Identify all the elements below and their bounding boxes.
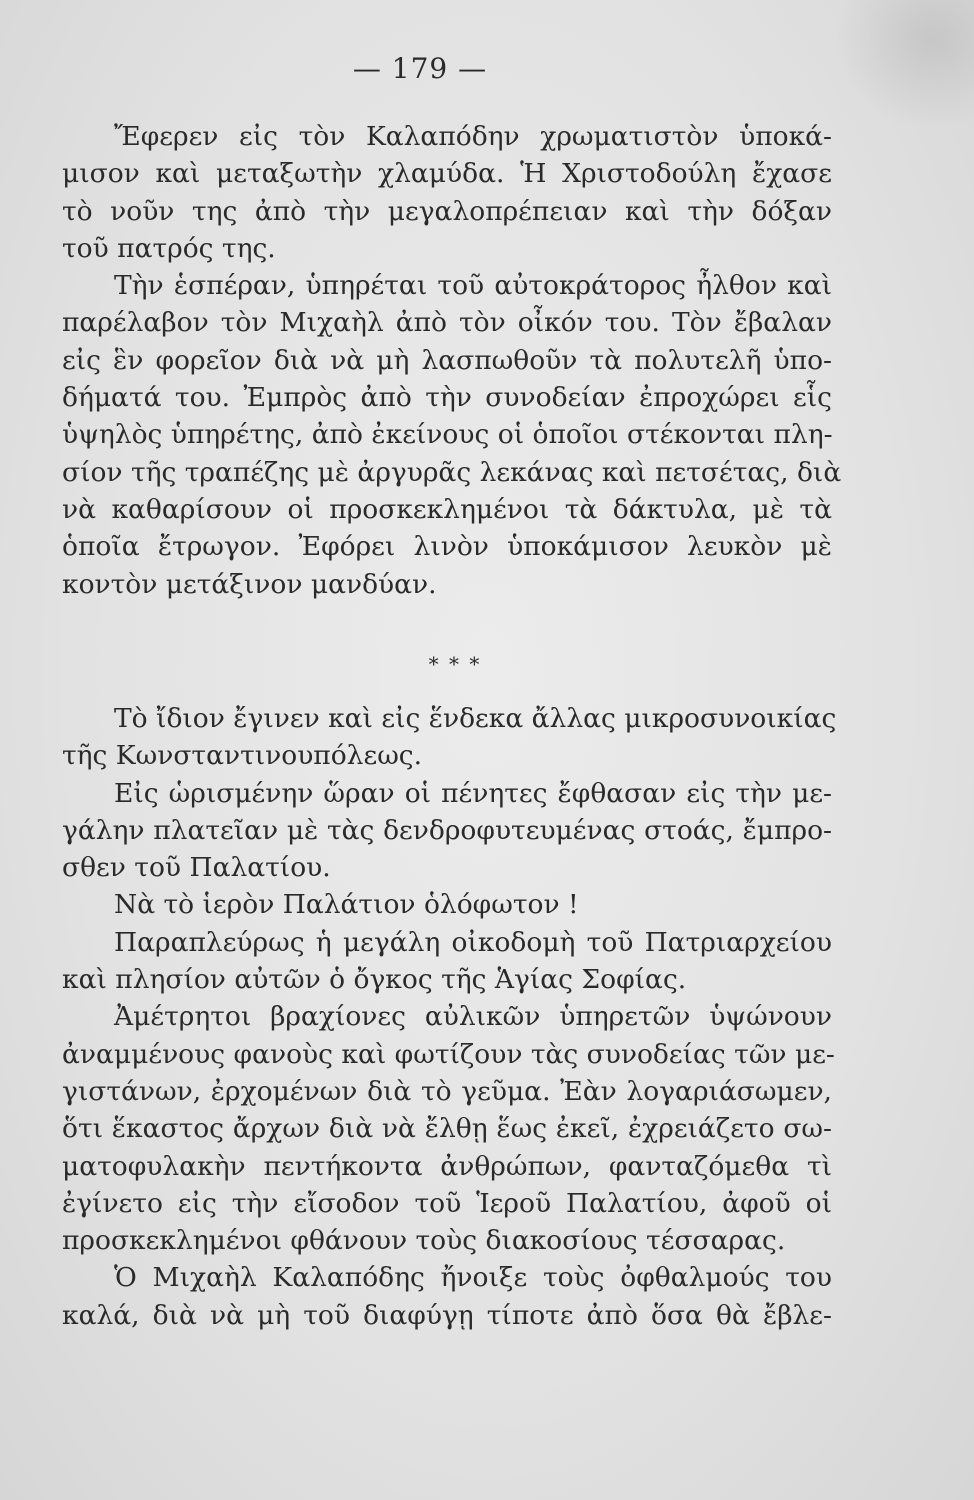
text-line: ματοφυλακὴν πεντήκοντα ἀνθρώπων, φανταζόμεθα τὶ [62,1150,832,1182]
text-line: ὑψηλὸς ὑπηρέτης, ἀπὸ ἐκείνους οἱ ὁποῖοι στέκονται πλη- [62,419,833,451]
text-line: σίον τῆς τραπέζης μὲ ἀργυρᾶς λεκάνας καὶ πετσέτας, διὰ [62,456,842,488]
text-line: Ἔφερεν εἰς τὸν Καλαπόδην χρωματιστὸν ὑποκά- [114,121,832,152]
text-line: Ἀμέτρητοι βραχίονες αὐλικῶν ὑπηρετῶν ὑψώνουν [114,1001,832,1033]
text-line: τὸ νοῦν της ἀπὸ τὴν μεγαλοπρέπειαν καὶ τὴν δόξαν [62,195,832,227]
text-line: Τὴν ἑσπέραν, ὑπηρέται τοῦ αὐτοκράτορος ἦλθον καὶ [114,270,832,302]
text-line: Ὁ Μιχαὴλ Καλαπόδης ἤνοιξε τοὺς ὀφθαλμούς του [114,1262,832,1294]
text-line: κοντὸν μετάξινον μανδύαν. [62,568,437,600]
text-line: παρέλαβον τὸν Μιχαὴλ ἀπὸ τὸν οἶκόν του. Τὸν ἔβαλαν [62,307,832,339]
section-break: * * * [428,652,482,676]
page-number: — 179 — [352,52,488,85]
text-line: μισον καὶ μεταξωτὴν χλαμύδα. Ἡ Χριστοδούλη ἔχασε [62,158,832,190]
text-line: γάλην πλατεῖαν μὲ τὰς δενδροφυτευμένας στοάς, ἔμπρο- [62,814,832,846]
text-line: τῆς Κωνσταντινουπόλεως. [62,740,423,772]
show-through-stain [834,0,974,130]
text-line: τοῦ πατρός της. [62,232,276,264]
text-line: ἀναμμένους φανοὺς καὶ φωτίζουν τὰς συνοδείας τῶν με- [62,1038,835,1070]
text-line: ἐγίνετο εἰς τὴν εἴσοδον τοῦ Ἱεροῦ Παλατίου, ἀφοῦ οἱ [62,1187,832,1219]
text-block-bottom [62,700,837,1334]
text-line: προσκεκλημένοι φθάνουν τοὺς διακοσίους τέσσαρας. [62,1225,786,1257]
text-line: εἰς ἓν φορεῖον διὰ νὰ μὴ λασπωθοῦν τὰ πολυτελῆ ὑπο- [62,344,832,376]
text-line: γιστάνων, ἐρχομένων διὰ τὸ γεῦμα. Ἐὰν λογαριάσωμεν, [62,1075,832,1107]
text-line: Εἰς ὡρισμένην ὥραν οἱ πένητες ἔφθασαν εἰς τὴν με- [114,777,832,809]
text-line: καλά, διὰ νὰ μὴ τοῦ διαφύγῃ τίποτε ἀπὸ ὅσα θὰ ἔβλε- [62,1299,832,1331]
text-line: ὁποῖα ἔτρωγον. Ἐφόρει λινὸν ὑποκάμισον λευκὸν μὲ [62,531,832,563]
text-line: νὰ καθαρίσουν οἱ προσκεκλημένοι τὰ δάκτυλα, μὲ τὰ [62,493,832,525]
text-line: καὶ πλησίον αὐτῶν ὁ ὄγκος τῆς Ἁγίας Σοφίας. [62,964,687,996]
text-line: Τὸ ἴδιον ἔγινεν καὶ εἰς ἕνδεκα ἄλλας μικροσυνοικίας [114,703,837,734]
text-line: δήματά του. Ἐμπρὸς ἀπὸ τὴν συνοδείαν ἐπροχώρει εἷς [62,382,832,414]
text-line: Νὰ τὸ ἱερὸν Παλάτιον ὁλόφωτον ! [114,889,579,921]
text-line: Παραπλεύρως ἡ μεγάλη οἰκοδομὴ τοῦ Πατριαρχείου [114,926,832,958]
text-line: σθεν τοῦ Παλατίου. [62,852,331,884]
text-block-top [62,118,842,603]
text-line: ὅτι ἕκαστος ἄρχων διὰ νὰ ἔλθῃ ἕως ἐκεῖ, ἐχρειάζετο σω- [62,1113,832,1145]
